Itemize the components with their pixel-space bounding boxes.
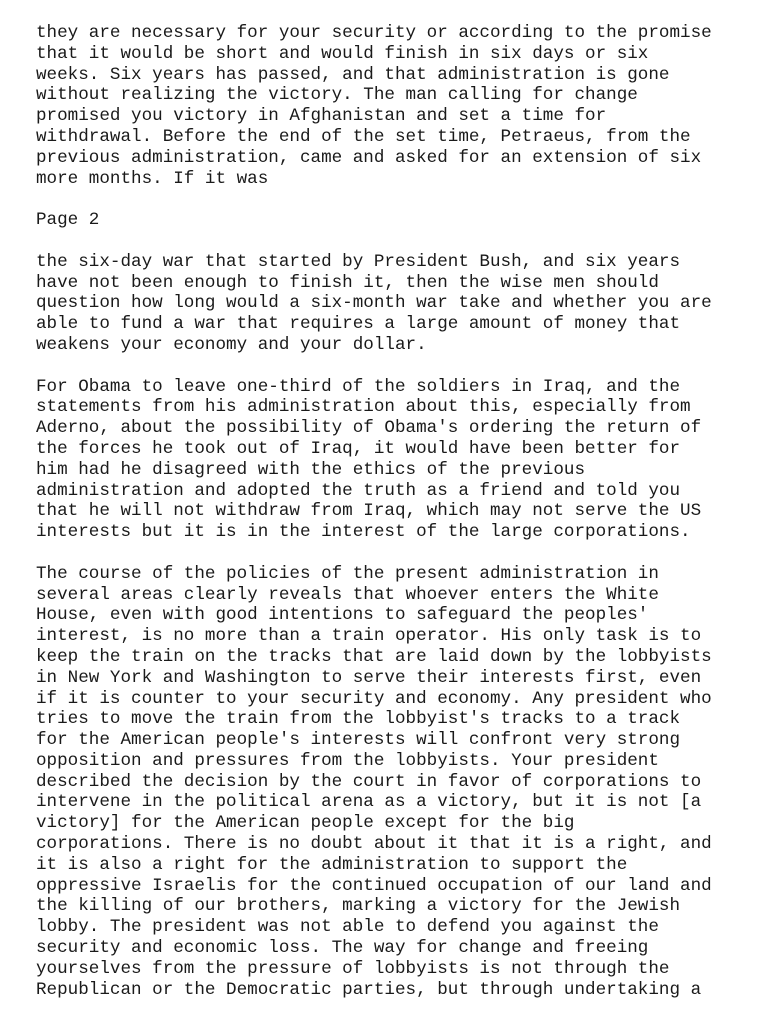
page-number-label: Page 2 (36, 210, 100, 231)
document-page (36, 23, 751, 1021)
paragraph-4: The course of the policies of the present administration in several areas clearly reveals that whoever enters the White House, even with good intentions to safeguard the peoples' interest, is no more than a train operator. His only task is to keep the train on the tracks that are laid down by the lobbyists in New York and Washington to serve their interests first, even if it is counter to your security and economy. Any president who tries to move the train from the lobbyist's tracks to a track for the American people's interests will confront very strong opposition and pressures from the lobbyists. Your president described the decision by the court in favor of corporations to intervene in the political arena as a victory, but it is not [a victory] for the American people except for the big corporations. There is no doubt about it that it is a right, and it is also a right for the administration to support the oppressive Israelis for the continued occupation of our land and the killing of our brothers, marking a victory for the Jewish lobby. The president was not able to defend you against the security and economic loss. The way for change and freeing yourselves from the pressure of lobbyists is not through the Republican or the Democratic parties, but through undertaking a (36, 563, 712, 1000)
paragraph-2: the six-day war that started by President Bush, and six years have not been enough to finish it, then the wise men should question how long would a six-month war take and whether you are able to fund a war that requires a large amount of money that weakens your economy and your dollar. (36, 251, 712, 355)
paragraph-1: they are necessary for your security or according to the promise that it would be short and would finish in six days or six weeks. Six years has passed, and that administration is gone without realizing the victory. The man calling for change promised you victory in Afghanistan and set a time for withdrawal. Before the end of the set time, Petraeus, from the previous administration, came and asked for an extension of six more months. If it was (36, 23, 712, 189)
paragraph-3: For Obama to leave one-third of the soldiers in Iraq, and the statements from his administration about this, especially from Aderno, about the possibility of Obama's ordering the return of the forces he took out of Iraq, it would have been better for him had he disagreed with the ethics of the previous administration and adopted the truth as a friend and told you that he will not withdraw from Iraq, which may not serve the US interests but it is in the interest of the large corporations. (36, 376, 702, 543)
